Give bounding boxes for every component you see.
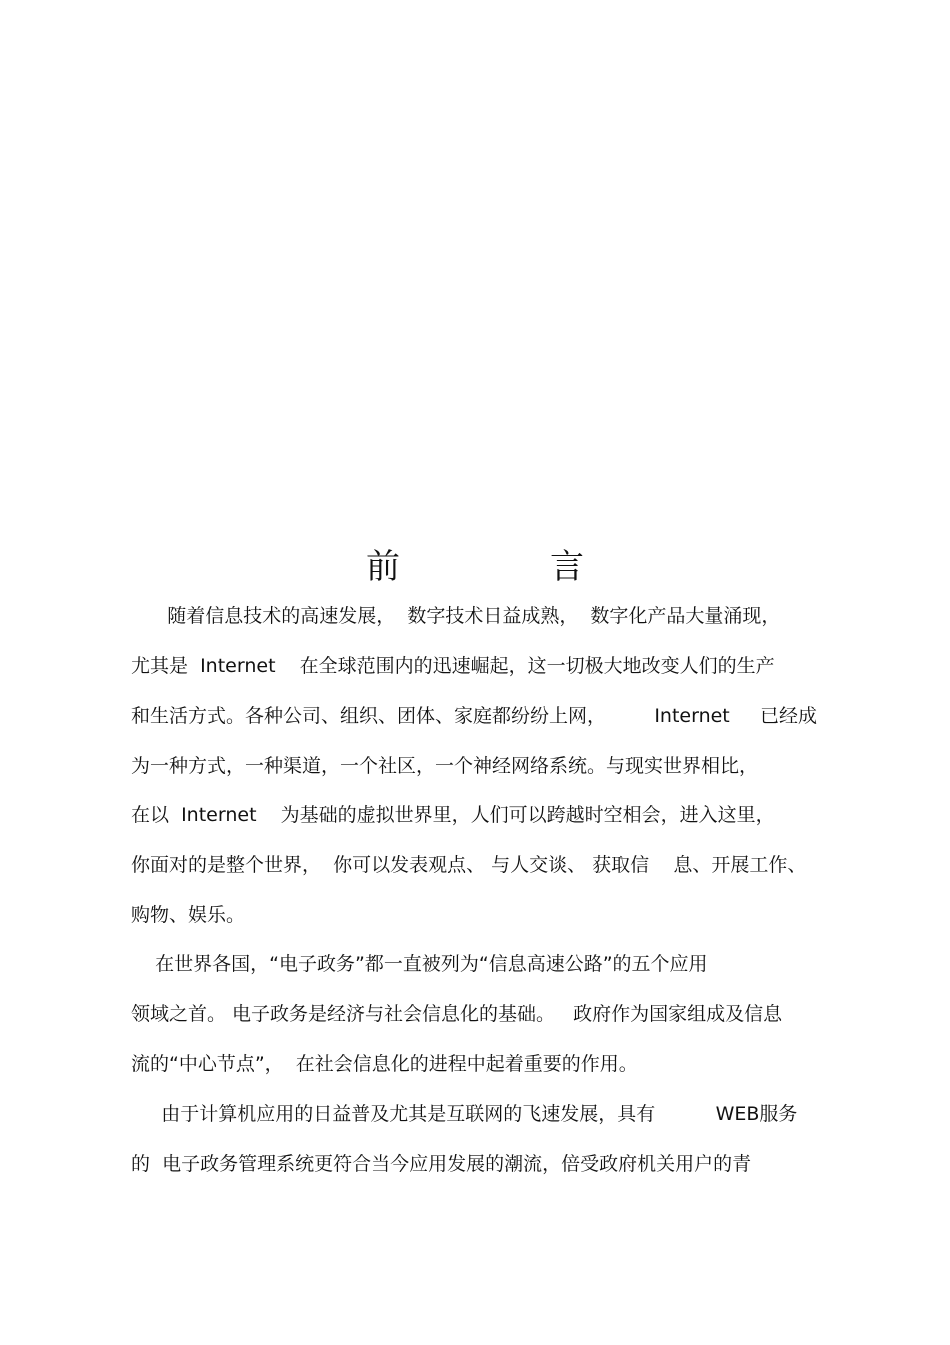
- paragraph-line: 流的“中心节点”， 在社会信息化的进程中起着重要的作用。: [131, 1053, 638, 1075]
- paragraph-line: 和生活方式。各种公司、组织、团体、家庭都纷纷上网， Internet 已经成: [131, 705, 817, 727]
- paragraph-line: 领域之首。 电子政务是经济与社会信息化的基础。 政府作为国家组成及信息: [131, 1003, 783, 1025]
- paragraph-line: 由于计算机应用的日益普及尤其是互联网的飞速发展，具有 WEB服务: [131, 1103, 798, 1125]
- paragraph-line: 尤其是 Internet 在全球范围内的迅速崛起，这一切极大地改变人们的生产: [131, 655, 775, 677]
- paragraph-line: 你面对的是整个世界， 你可以发表观点、 与人交谈、 获取信 息、开展工作、: [131, 854, 807, 876]
- paragraph-line: 为一种方式，一种渠道，一个社区，一个神经网络系统。与现实世界相比，: [131, 755, 759, 777]
- paragraph-line: 的 电子政务管理系统更符合当今应用发展的潮流，倍受政府机关用户的青: [131, 1153, 752, 1175]
- paragraph-line: 随着信息技术的高速发展， 数字技术日益成熟， 数字化产品大量涌现，: [131, 605, 781, 627]
- paragraph-line: 在以 Internet 为基础的虚拟世界里，人们可以跨越时空相会，进入这里，: [131, 804, 775, 826]
- page-title: 前 言: [366, 547, 642, 587]
- paragraph-line: 在世界各国，“电子政务”都一直被列为“信息高速公路”的五个应用: [131, 953, 708, 975]
- paragraph-line: 购物、娱乐。: [131, 904, 246, 926]
